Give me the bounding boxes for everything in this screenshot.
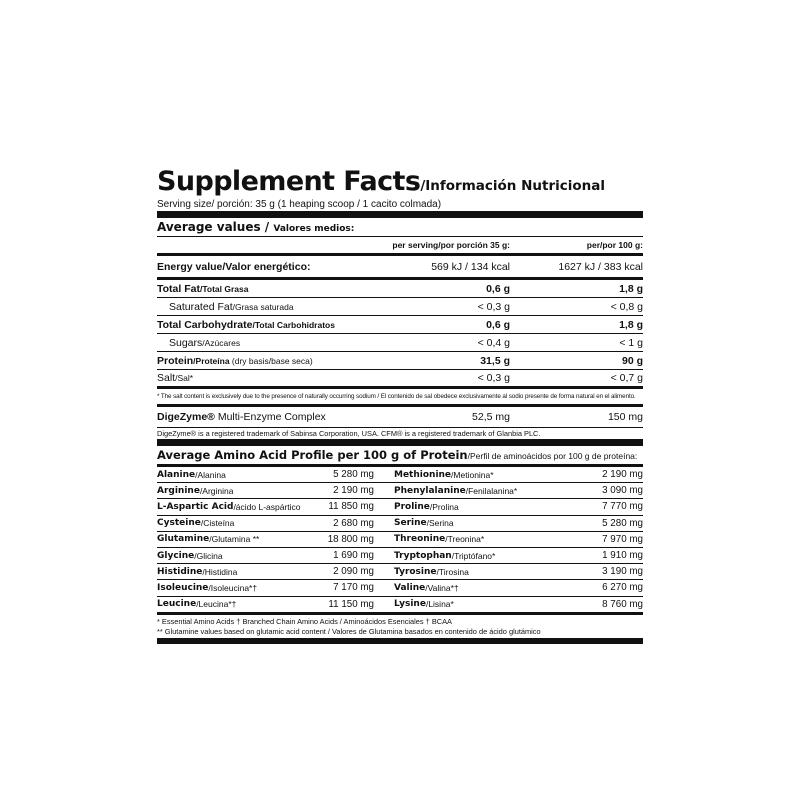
amino-value-left: 2 680 mg xyxy=(333,517,374,529)
nutrient-label: Saturated Fat xyxy=(169,300,233,313)
digezyme-label: Multi-Enzyme Complex xyxy=(214,411,326,423)
amino-name: Proline xyxy=(394,501,430,512)
amino-header-main: Average Amino Acid Profile per 100 g of Protein xyxy=(157,448,468,462)
nutrient-row-salt xyxy=(157,370,643,386)
amino-name-es: /Cisteína xyxy=(200,518,235,529)
amino-name: Threonine xyxy=(394,534,446,545)
amino-acid-row xyxy=(157,467,643,483)
divider-thick xyxy=(157,439,643,446)
amino-name-left xyxy=(157,483,292,498)
amino-name-left xyxy=(157,516,292,531)
amino-name-es: /Tirosina xyxy=(436,566,469,577)
amino-name-es: /Metionina* xyxy=(451,469,494,480)
amino-name-right xyxy=(394,516,544,531)
footnote-glutamine: ** Glutamine values based on glutamic acid content / Valores de Glutamina basados en contenido de ácido glutámico xyxy=(157,626,541,636)
amino-name-es: /Valina*† xyxy=(425,582,459,593)
salt-note: * The salt content is exclusively due to the presence of naturally occurring sodium / El contenido de sal obedece exclusivamente al sodio presente de forma natural en el alimento. xyxy=(157,393,636,400)
amino-value-right: 7 770 mg xyxy=(602,501,643,513)
nutrient-per100: 1,8 g xyxy=(619,282,643,295)
nutrient-label: Sugars xyxy=(169,336,203,349)
amino-name: Arginine xyxy=(157,485,200,496)
per-100g-header: per/por 100 g: xyxy=(586,240,643,250)
nutrient-serving: 0,6 g xyxy=(486,282,510,295)
amino-name-es: /Glicina xyxy=(194,550,223,561)
amino-value-right: 5 280 mg xyxy=(602,517,643,529)
amino-name-right xyxy=(394,580,544,595)
nutrient-sub: /Azúcares xyxy=(202,337,241,348)
amino-value-right: 3 190 mg xyxy=(602,566,643,578)
nutrient-extra: (dry basis/base seca) xyxy=(229,355,313,366)
amino-name-es: /Histidina xyxy=(202,566,238,577)
amino-value-right: 8 760 mg xyxy=(602,598,643,610)
amino-value-left: 11 150 mg xyxy=(328,598,374,610)
amino-name: Tryptophan xyxy=(394,550,452,561)
footnote-essential: * Essential Amino Acids † Branched Chain Amino Acids / Aminoácidos Esenciales † BCAA xyxy=(157,616,452,626)
amino-acid-row xyxy=(157,483,643,499)
nutrient-per100: < 0,7 g xyxy=(610,372,643,384)
amino-name-left xyxy=(157,597,292,612)
digezyme-serving: 52,5 mg xyxy=(472,411,510,423)
amino-name: Histidine xyxy=(157,566,203,577)
nutrient-row-carbohydrate xyxy=(157,316,643,333)
amino-acid-table xyxy=(157,467,643,612)
column-headers xyxy=(157,237,643,253)
amino-acid-row xyxy=(157,499,643,515)
amino-name: Methionine xyxy=(394,469,452,480)
amino-name: Phenylalanine xyxy=(394,485,466,496)
amino-name: Alanine xyxy=(157,469,196,480)
amino-name-right xyxy=(394,532,544,547)
amino-value-left: 5 280 mg xyxy=(333,469,374,481)
amino-value-left: 7 170 mg xyxy=(333,582,374,594)
amino-name-left xyxy=(157,548,292,563)
nutrient-serving: 31,5 g xyxy=(480,354,510,367)
average-values-sub: Valores medios: xyxy=(273,224,355,234)
amino-name: Glutamine xyxy=(157,534,210,545)
amino-name-es: /Triptófano* xyxy=(451,550,496,561)
nutrient-serving: 569 kJ / 134 kcal xyxy=(431,260,510,273)
nutrient-row-protein xyxy=(157,352,643,369)
amino-name-left xyxy=(157,580,292,595)
amino-name: Cysteine xyxy=(157,518,201,529)
per-serving-header: per serving/por porción 35 g: xyxy=(392,240,510,250)
amino-name-left xyxy=(157,532,292,547)
amino-name-right xyxy=(394,564,544,579)
amino-name: Leucine xyxy=(157,599,197,610)
average-values-sep: / xyxy=(260,220,274,234)
nutrient-label: Energy value/Valor energético: xyxy=(157,260,311,273)
amino-name: Tyrosine xyxy=(394,566,437,577)
average-values-header xyxy=(157,218,643,236)
amino-name-es: /Alanina xyxy=(195,469,226,480)
divider-thick xyxy=(157,638,643,644)
amino-name-es: /Fenilalanina* xyxy=(465,485,518,496)
nutrient-label: Total Fat xyxy=(157,282,200,295)
amino-value-left: 2 190 mg xyxy=(333,485,374,497)
amino-value-right: 6 270 mg xyxy=(602,582,643,594)
nutrient-serving: 0,6 g xyxy=(486,318,510,331)
serving-size: Serving size/ porción: 35 g (1 heaping scoop / 1 cacito colmada) xyxy=(157,199,442,210)
supplement-facts-panel xyxy=(157,165,643,644)
amino-name-es: /Lisina* xyxy=(425,599,454,610)
amino-acid-row xyxy=(157,580,643,596)
nutrient-sub: /Proteína xyxy=(193,355,230,366)
digezyme-row xyxy=(157,407,643,427)
amino-value-right: 2 190 mg xyxy=(602,469,643,481)
amino-name-es: /Glutamina ** xyxy=(209,534,260,545)
amino-name-es: /Serina xyxy=(426,518,454,529)
nutrient-row-fat xyxy=(157,280,643,297)
amino-value-left: 2 090 mg xyxy=(333,566,374,578)
amino-name-es: /Isoleucina*† xyxy=(208,582,258,593)
amino-name-es: /Leucina*† xyxy=(196,599,237,610)
amino-name-left xyxy=(157,499,301,514)
nutrient-serving: < 0,3 g xyxy=(477,300,510,313)
nutrient-per100: 1627 kJ / 383 kcal xyxy=(558,260,643,273)
nutrient-serving: < 0,4 g xyxy=(477,336,510,349)
amino-value-left: 18 800 mg xyxy=(327,533,374,545)
nutrient-sub: /Grasa saturada xyxy=(232,301,294,312)
nutrient-per100: 90 g xyxy=(621,354,643,367)
nutrient-per100: < 0,8 g xyxy=(610,300,643,313)
amino-name: Valine xyxy=(394,582,426,593)
amino-name-es: /Prolina xyxy=(429,501,459,512)
amino-value-right: 3 090 mg xyxy=(602,485,643,497)
nutrient-per100: < 1 g xyxy=(619,336,643,349)
amino-value-left: 11 850 mg xyxy=(328,501,374,513)
nutrient-label: Protein xyxy=(157,354,194,367)
average-values-label: Average values xyxy=(157,220,261,234)
amino-acid-row xyxy=(157,548,643,564)
amino-value-right: 1 910 mg xyxy=(602,550,643,562)
amino-name-right xyxy=(394,499,544,514)
amino-name-right xyxy=(394,597,544,612)
amino-name-left xyxy=(157,564,292,579)
amino-value-left: 1 690 mg xyxy=(333,550,374,562)
nutrient-sub: /Sal* xyxy=(175,373,194,383)
amino-name-right xyxy=(394,483,544,498)
amino-value-right: 7 970 mg xyxy=(602,533,643,545)
amino-name-es: /ácido L-aspártico xyxy=(233,501,301,512)
nutrient-row-saturated xyxy=(157,298,643,315)
nutrient-sub: /Total Carbohidratos xyxy=(252,319,335,330)
amino-name-left xyxy=(157,467,292,482)
amino-acid-row xyxy=(157,532,643,548)
amino-acid-row xyxy=(157,516,643,532)
nutrient-row-energy xyxy=(157,256,643,277)
nutrient-serving: < 0,3 g xyxy=(477,372,510,384)
amino-name-right xyxy=(394,548,544,563)
trademark-note: DigeZyme® is a registered trademark of Sabinsa Corporation, USA. CFM® is a registered trademark of Glanbia PLC. xyxy=(157,429,541,438)
amino-name: Lysine xyxy=(394,599,426,610)
amino-name-es: /Arginina xyxy=(199,485,234,496)
panel-title xyxy=(157,165,643,199)
amino-name: Serine xyxy=(394,518,427,529)
nutrient-label: Total Carbohydrate xyxy=(157,318,253,331)
digezyme-per100: 150 mg xyxy=(607,411,643,423)
nutrient-sub: /Total Grasa xyxy=(199,283,249,294)
nutrient-row-sugars xyxy=(157,334,643,351)
amino-acid-header xyxy=(157,446,643,464)
nutrient-per100: 1,8 g xyxy=(619,318,643,331)
amino-name-es: /Treonina* xyxy=(445,534,485,545)
digezyme-brand: DigeZyme® xyxy=(157,411,215,423)
divider-thick xyxy=(157,211,643,218)
amino-header-sub: /Perfil de aminoácidos por 100 g de proteína: xyxy=(467,451,638,461)
amino-name: L-Aspartic Acid xyxy=(157,501,234,512)
title-main: Supplement Facts xyxy=(157,166,421,197)
amino-acid-row xyxy=(157,597,643,612)
amino-acid-row xyxy=(157,564,643,580)
amino-name-right xyxy=(394,467,544,482)
nutrient-label: Salt xyxy=(157,372,176,384)
amino-name: Glycine xyxy=(157,550,195,561)
title-sub: /Información Nutricional xyxy=(420,178,605,194)
amino-name: Isoleucine xyxy=(157,582,209,593)
